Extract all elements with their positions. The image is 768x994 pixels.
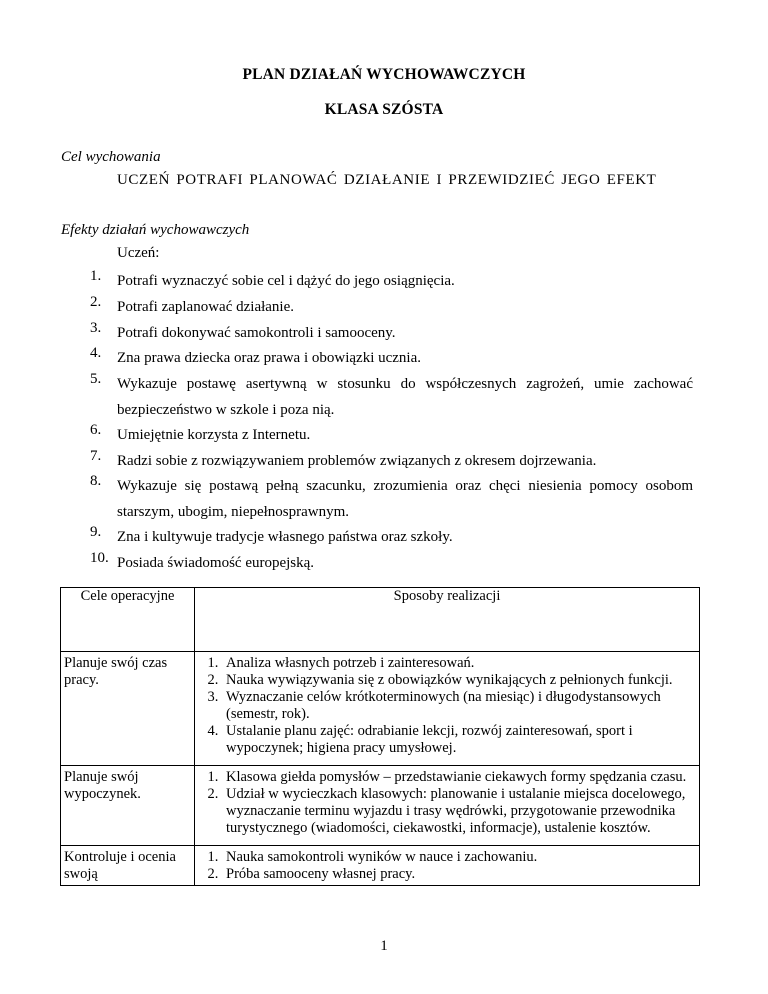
list-item: 2. Nauka wywiązywania się z obowiązków wynikających z pełnionych funkcji. bbox=[222, 672, 695, 689]
page-number: 1 bbox=[380, 938, 388, 954]
list-item-text: Umiejętnie korzysta z Internetu. bbox=[117, 427, 311, 443]
list-item: 3. Wyznaczanie celów krótkoterminowych (na miesiąc) i długodystansowych (semestr, rok). bbox=[222, 689, 695, 723]
document-subtitle: KLASA SZÓSTA bbox=[324, 101, 444, 118]
list-item: 1. Klasowa giełda pomysłów – przedstawianie ciekawych formy spędzania czasu. bbox=[222, 769, 695, 786]
list-item-number: 4. bbox=[90, 345, 102, 361]
list-item-number: 9. bbox=[90, 524, 102, 540]
list-item: 2. Udział w wycieczkach klasowych: planowanie i ustalanie miejsca docelowego, wyznaczanie terminu wyjazdu i trasy wędrówki, przygotowanie przewodnika turystycznego (wiadomości, ciekawostki, informacje), ustalenie kosztów. bbox=[222, 786, 695, 837]
ways-list bbox=[195, 766, 699, 845]
effects-label: Efekty działań wychowawczych bbox=[61, 222, 250, 238]
goal-label: Cel wychowania bbox=[61, 149, 161, 165]
list-item-text: Wykazuje postawę asertywną w stosunku do współczesnych zagrożeń, umie zachować bbox=[117, 376, 693, 392]
effects-intro: Uczeń: bbox=[117, 245, 160, 261]
list-item-text: Potrafi zaplanować działanie. bbox=[117, 299, 294, 315]
ways-list bbox=[195, 846, 699, 885]
table-row bbox=[61, 766, 700, 846]
row-ways bbox=[195, 652, 700, 766]
ways-list bbox=[195, 652, 699, 765]
list-item-number: 1. bbox=[90, 268, 102, 284]
table-header-row bbox=[61, 588, 700, 652]
list-item-number: 3. bbox=[90, 320, 102, 336]
list-item-text: Zna i kultywuje tradycje własnego państwa oraz szkoły. bbox=[117, 529, 453, 545]
row-goal: Planuje swój czas pracy. bbox=[61, 652, 195, 766]
list-item-number: 7. bbox=[90, 448, 102, 464]
list-item-number: 8. bbox=[90, 473, 102, 489]
list-item: 4. Ustalanie planu zajęć: odrabianie lekcji, rozwój zainteresowań, sport i wypoczynek; higiena pracy umysłowej. bbox=[222, 723, 695, 757]
row-ways bbox=[195, 766, 700, 846]
row-goal: Planuje swój wypoczynek. bbox=[61, 766, 195, 846]
list-item-text: Potrafi dokonywać samokontroli i samooceny. bbox=[117, 325, 396, 341]
list-item: 1. Analiza własnych potrzeb i zainteresowań. bbox=[222, 655, 695, 672]
list-item: 2. Próba samooceny własnej pracy. bbox=[222, 866, 695, 883]
list-item-text: Potrafi wyznaczyć sobie cel i dążyć do jego osiągnięcia. bbox=[117, 273, 455, 289]
list-item-number: 5. bbox=[90, 371, 102, 387]
row-ways bbox=[195, 846, 700, 886]
row-goal: Kontroluje i ocenia swoją bbox=[61, 846, 195, 886]
list-item-number: 6. bbox=[90, 422, 102, 438]
list-item-text-continued: starszym, ubogim, niepełnosprawnym. bbox=[117, 504, 350, 520]
table-row bbox=[61, 846, 700, 886]
list-item: 1. Nauka samokontroli wyników w nauce i zachowaniu. bbox=[222, 849, 695, 866]
list-item-text: Posiada świadomość europejską. bbox=[117, 555, 315, 571]
table-row bbox=[61, 652, 700, 766]
list-item-text: Radzi sobie z rozwiązywaniem problemów związanych z okresem dojrzewania. bbox=[117, 453, 597, 469]
plan-table bbox=[60, 587, 700, 886]
header-implementation-methods: Sposoby realizacji bbox=[195, 588, 700, 652]
list-item-number: 10. bbox=[90, 550, 109, 566]
header-operational-goals: Cele operacyjne bbox=[61, 588, 195, 652]
list-item-text-continued: bezpieczeństwo w szkole i poza nią. bbox=[117, 402, 335, 418]
goal-text: UCZEŃ POTRAFI PLANOWAĆ DZIAŁANIE I PRZEWIDZIEĆ JEGO EFEKT bbox=[117, 172, 657, 188]
list-item-number: 2. bbox=[90, 294, 102, 310]
document-title: PLAN DZIAŁAŃ WYCHOWAWCZYCH bbox=[242, 66, 526, 83]
list-item-text: Wykazuje się postawą pełną szacunku, zrozumienia oraz chęci niesienia pomocy osobom bbox=[117, 478, 693, 494]
list-item-text: Zna prawa dziecka oraz prawa i obowiązki ucznia. bbox=[117, 350, 422, 366]
